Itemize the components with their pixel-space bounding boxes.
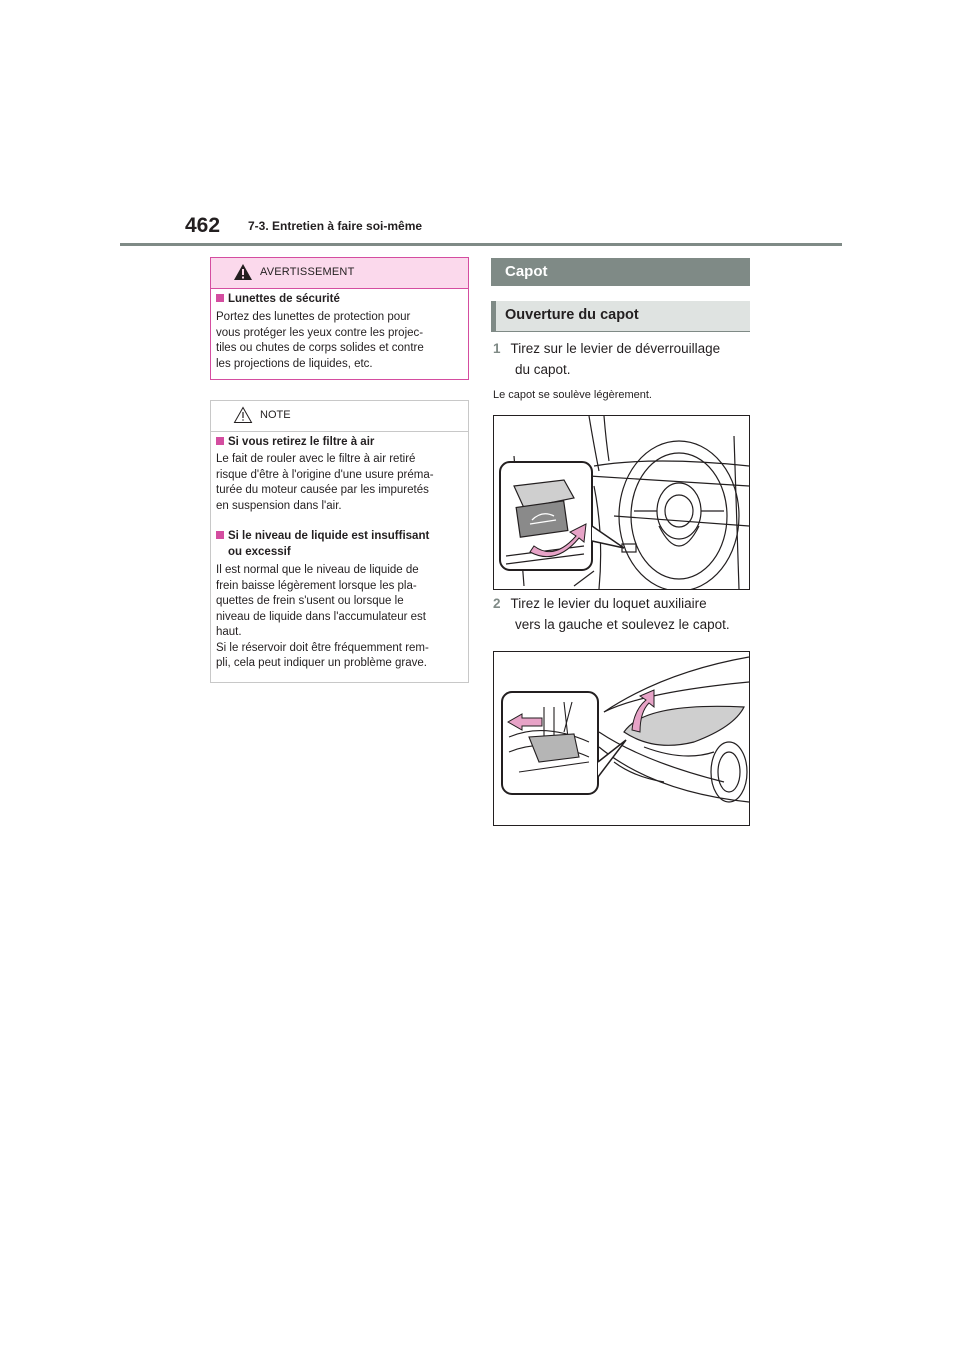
subsection-heading: Ouverture du capot: [491, 301, 750, 332]
step-2: 2 Tirez le levier du loquet auxiliaire vers la gauche et soulevez le capot.: [493, 596, 730, 632]
bullet-square-icon: [216, 437, 224, 445]
page-number: 462: [185, 214, 221, 237]
step-number: 2: [493, 596, 501, 611]
note-subtitle-1: Si vous retirez le filtre à air: [216, 435, 464, 451]
step-1-note: Le capot se soulève légèrement.: [493, 389, 652, 401]
caution-icon: [233, 406, 253, 424]
section-title: 7-3. Entretien à faire soi-même: [248, 219, 423, 233]
step-1: 1 Tirez sur le levier de déverrouillage du capot.: [493, 341, 721, 377]
note-box: [210, 400, 469, 683]
warning-box: [210, 257, 469, 380]
note-body-1: Le fait de rouler avec le filtre à air retiré risque d'être à l'origine d'une usure préma- turée du moteur causée par les impuretés en suspension dans l'air.: [216, 453, 434, 512]
bullet-square-icon: [216, 294, 224, 302]
note-header: [211, 401, 468, 432]
section-heading-capot: Capot: [491, 258, 750, 286]
warning-subtitle: Lunettes de sécurité: [216, 293, 340, 305]
note-body-2: Il est normal que le niveau de liquide de frein baisse légèrement lorsque les pla- quettes de frein s'usent ou lorsque le niveau de liquide dans l'accumulateur est haut. Si le réservoir doit être fréquemment rem- pli, cela peut indiquer un problème grave.: [216, 564, 429, 669]
warning-body: Portez des lunettes de protection pour vous protéger les yeux contre les projec- tiles ou chutes de corps solides et contre les projections de liquides, etc.: [216, 311, 424, 370]
bullet-square-icon: [216, 531, 224, 539]
warning-header: [211, 258, 468, 289]
auxiliary-latch-illustration: [494, 652, 749, 825]
note-title: NOTE: [260, 409, 291, 421]
header-divider: [120, 243, 842, 246]
note-subtitle-2: Si le niveau de liquide est insuffisant ou excessif: [216, 529, 464, 560]
warning-title: AVERTISSEMENT: [260, 266, 355, 278]
hood-release-illustration: [494, 416, 749, 589]
step-number: 1: [493, 341, 501, 356]
figure-hood-release-lever: [493, 415, 750, 590]
warning-icon: [233, 263, 253, 281]
figure-auxiliary-latch: [493, 651, 750, 826]
